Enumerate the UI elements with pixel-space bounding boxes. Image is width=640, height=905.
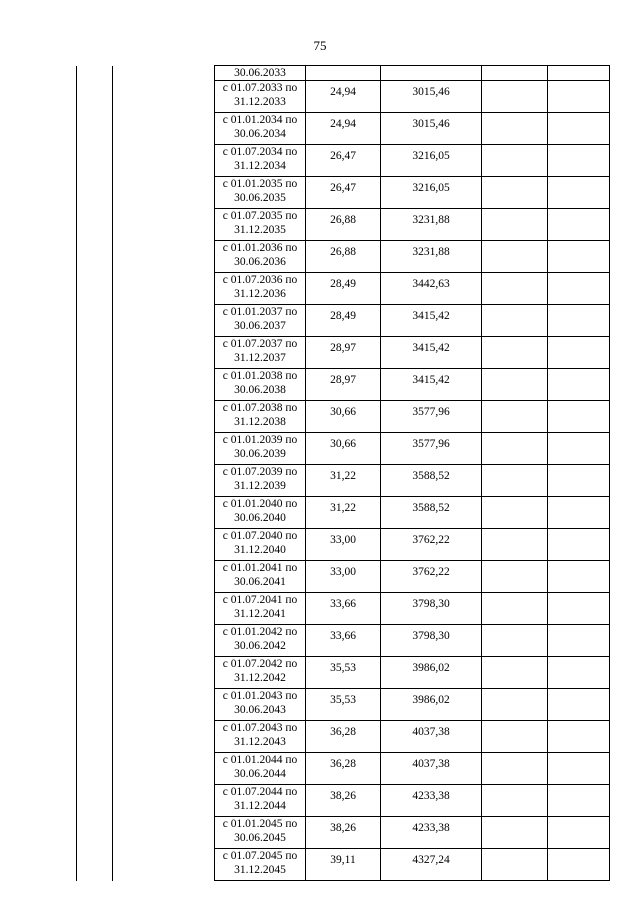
extra-cell-2 — [548, 305, 610, 337]
period-start: с 01.01.2043 по — [222, 690, 298, 702]
extra-cell-1 — [482, 433, 548, 465]
rate-value: 38,26 — [330, 790, 356, 802]
period-cell — [215, 433, 306, 465]
value-cell — [381, 753, 482, 785]
blank-cell-1 — [77, 66, 113, 881]
rate-cell — [306, 689, 381, 721]
rate-value: 39,11 — [330, 854, 356, 866]
value-cell — [381, 81, 482, 113]
amount-value: 3588,52 — [412, 470, 450, 482]
extra-cell-1 — [482, 625, 548, 657]
rate-value: 24,94 — [330, 86, 356, 98]
period-start: с 01.01.2035 по — [222, 178, 298, 190]
period-end: 31.12.2038 — [234, 416, 286, 428]
rate-value: 26,88 — [330, 214, 356, 226]
extra-cell-1 — [482, 81, 548, 113]
rate-cell — [306, 433, 381, 465]
period-start: с 01.07.2034 по — [222, 146, 298, 158]
rate-cell — [306, 241, 381, 273]
period-end: 30.06.2045 — [234, 832, 286, 844]
period-start: с 01.01.2044 по — [222, 754, 298, 766]
period-cell — [215, 849, 306, 881]
period-end: 31.12.2045 — [234, 864, 286, 876]
period-end: 31.12.2042 — [234, 672, 286, 684]
period-cell — [215, 721, 306, 753]
amount-value: 3216,05 — [412, 182, 450, 194]
rate-cell — [306, 401, 381, 433]
period-end: 30.06.2038 — [234, 384, 286, 396]
value-cell — [381, 529, 482, 561]
period-end: 30.06.2033 — [234, 67, 286, 79]
period-cell — [215, 401, 306, 433]
amount-value: 3415,42 — [412, 310, 450, 322]
period-cell — [215, 561, 306, 593]
extra-cell-2 — [548, 113, 610, 145]
rate-cell — [306, 369, 381, 401]
period-cell — [215, 66, 306, 81]
rate-cell — [306, 497, 381, 529]
period-start: с 01.07.2037 по — [222, 338, 298, 350]
value-cell — [381, 497, 482, 529]
table-row — [77, 66, 610, 81]
period-end: 31.12.2037 — [234, 352, 286, 364]
value-cell — [381, 241, 482, 273]
period-start: с 01.01.2041 по — [222, 562, 298, 574]
amount-value: 3216,05 — [412, 150, 450, 162]
period-cell — [215, 529, 306, 561]
extra-cell-2 — [548, 657, 610, 689]
value-cell — [381, 593, 482, 625]
value-cell — [381, 113, 482, 145]
amount-value: 4233,38 — [412, 822, 450, 834]
value-cell — [381, 305, 482, 337]
period-start: с 01.01.2039 по — [222, 434, 298, 446]
period-end: 30.06.2042 — [234, 640, 286, 652]
extra-cell-2 — [548, 66, 610, 81]
amount-value: 3577,96 — [412, 438, 450, 450]
period-end: 31.12.2036 — [234, 288, 286, 300]
period-end: 31.12.2035 — [234, 224, 286, 236]
period-cell — [215, 177, 306, 209]
rate-value: 35,53 — [330, 694, 356, 706]
amount-value: 4233,38 — [412, 790, 450, 802]
extra-cell-2 — [548, 817, 610, 849]
period-start: с 01.07.2040 по — [222, 530, 298, 542]
period-start: с 01.07.2044 по — [222, 786, 298, 798]
period-cell — [215, 305, 306, 337]
extra-cell-1 — [482, 145, 548, 177]
extra-cell-1 — [482, 401, 548, 433]
extra-cell-1 — [482, 305, 548, 337]
value-cell — [381, 433, 482, 465]
period-end: 30.06.2036 — [234, 256, 286, 268]
rate-value: 33,00 — [330, 566, 356, 578]
value-cell — [381, 66, 482, 81]
rate-cell — [306, 593, 381, 625]
period-cell — [215, 273, 306, 305]
rate-value: 26,88 — [330, 246, 356, 258]
rate-value: 26,47 — [330, 182, 356, 194]
period-end: 31.12.2039 — [234, 480, 286, 492]
period-start: с 01.01.2036 по — [222, 242, 298, 254]
extra-cell-1 — [482, 785, 548, 817]
period-end: 31.12.2034 — [234, 160, 286, 172]
period-cell — [215, 81, 306, 113]
rate-value: 35,53 — [330, 662, 356, 674]
value-cell — [381, 817, 482, 849]
amount-value: 3015,46 — [412, 86, 450, 98]
period-cell — [215, 817, 306, 849]
extra-cell-2 — [548, 209, 610, 241]
rate-cell — [306, 145, 381, 177]
rate-cell — [306, 273, 381, 305]
extra-cell-1 — [482, 369, 548, 401]
rate-cell — [306, 209, 381, 241]
extra-cell-1 — [482, 593, 548, 625]
rate-cell — [306, 849, 381, 881]
extra-cell-1 — [482, 177, 548, 209]
period-start: с 01.07.2045 по — [222, 850, 298, 862]
blank-cell-2 — [113, 66, 215, 881]
period-cell — [215, 337, 306, 369]
period-end: 30.06.2039 — [234, 448, 286, 460]
rate-value: 31,22 — [330, 502, 356, 514]
rate-value: 24,94 — [330, 118, 356, 130]
page-number: 75 — [313, 38, 327, 53]
value-cell — [381, 273, 482, 305]
period-cell — [215, 753, 306, 785]
period-start: с 01.01.2045 по — [222, 818, 298, 830]
amount-value: 3442,63 — [412, 278, 450, 290]
rate-value: 26,47 — [330, 150, 356, 162]
value-cell — [381, 849, 482, 881]
rate-cell — [306, 785, 381, 817]
extra-cell-2 — [548, 753, 610, 785]
rate-value: 33,00 — [330, 534, 356, 546]
extra-cell-2 — [548, 785, 610, 817]
period-end: 30.06.2037 — [234, 320, 286, 332]
extra-cell-2 — [548, 721, 610, 753]
period-start: с 01.07.2038 по — [222, 402, 298, 414]
amount-value: 3588,52 — [412, 502, 450, 514]
rate-cell — [306, 817, 381, 849]
period-cell — [215, 497, 306, 529]
extra-cell-1 — [482, 849, 548, 881]
value-cell — [381, 465, 482, 497]
extra-cell-2 — [548, 401, 610, 433]
period-start: с 01.01.2034 по — [222, 114, 298, 126]
rate-value: 28,97 — [330, 374, 356, 386]
amount-value: 3015,46 — [412, 118, 450, 130]
extra-cell-1 — [482, 529, 548, 561]
amount-value: 4327,24 — [412, 854, 450, 866]
value-cell — [381, 369, 482, 401]
amount-value: 3762,22 — [412, 566, 450, 578]
period-end: 31.12.2044 — [234, 800, 286, 812]
rate-cell — [306, 753, 381, 785]
rate-value: 33,66 — [330, 630, 356, 642]
amount-value: 3231,88 — [412, 214, 450, 226]
rate-value: 36,28 — [330, 758, 356, 770]
rate-cell — [306, 721, 381, 753]
extra-cell-2 — [548, 433, 610, 465]
extra-cell-2 — [548, 689, 610, 721]
amount-value: 3986,02 — [412, 662, 450, 674]
value-cell — [381, 145, 482, 177]
rate-value: 38,26 — [330, 822, 356, 834]
extra-cell-1 — [482, 209, 548, 241]
rate-cell — [306, 465, 381, 497]
rate-cell — [306, 81, 381, 113]
period-cell — [215, 145, 306, 177]
rate-value: 28,49 — [330, 278, 356, 290]
extra-cell-2 — [548, 849, 610, 881]
period-cell — [215, 625, 306, 657]
value-cell — [381, 721, 482, 753]
rate-value: 30,66 — [330, 438, 356, 450]
extra-cell-1 — [482, 689, 548, 721]
extra-cell-1 — [482, 113, 548, 145]
period-cell — [215, 369, 306, 401]
extra-cell-1 — [482, 753, 548, 785]
rate-value: 28,97 — [330, 342, 356, 354]
amount-value: 4037,38 — [412, 758, 450, 770]
extra-cell-2 — [548, 561, 610, 593]
period-cell — [215, 241, 306, 273]
period-cell — [215, 689, 306, 721]
period-end: 31.12.2043 — [234, 736, 286, 748]
value-cell — [381, 401, 482, 433]
period-cell — [215, 465, 306, 497]
extra-cell-1 — [482, 497, 548, 529]
extra-cell-2 — [548, 497, 610, 529]
value-cell — [381, 177, 482, 209]
extra-cell-1 — [482, 241, 548, 273]
extra-cell-1 — [482, 66, 548, 81]
period-start: с 01.01.2040 по — [222, 498, 298, 510]
period-end: 31.12.2041 — [234, 608, 286, 620]
rate-cell — [306, 113, 381, 145]
period-cell — [215, 657, 306, 689]
extra-cell-2 — [548, 529, 610, 561]
period-end: 30.06.2041 — [234, 576, 286, 588]
period-start: с 01.07.2043 по — [222, 722, 298, 734]
extra-cell-2 — [548, 625, 610, 657]
value-cell — [381, 657, 482, 689]
rate-cell — [306, 337, 381, 369]
rate-value: 30,66 — [330, 406, 356, 418]
period-start: с 01.07.2039 по — [222, 466, 298, 478]
extra-cell-1 — [482, 465, 548, 497]
value-cell — [381, 689, 482, 721]
rate-cell — [306, 529, 381, 561]
extra-cell-2 — [548, 593, 610, 625]
period-cell — [215, 593, 306, 625]
extra-cell-1 — [482, 657, 548, 689]
extra-cell-2 — [548, 177, 610, 209]
amount-value: 3577,96 — [412, 406, 450, 418]
period-cell — [215, 785, 306, 817]
extra-cell-1 — [482, 817, 548, 849]
amount-value: 3762,22 — [412, 534, 450, 546]
period-start: с 01.01.2042 по — [222, 626, 298, 638]
extra-cell-1 — [482, 337, 548, 369]
amount-value: 3231,88 — [412, 246, 450, 258]
period-start: с 01.07.2036 по — [222, 274, 298, 286]
extra-cell-1 — [482, 561, 548, 593]
period-cell — [215, 209, 306, 241]
amount-value: 3798,30 — [412, 630, 450, 642]
period-end: 30.06.2040 — [234, 512, 286, 524]
period-start: с 01.01.2037 по — [222, 306, 298, 318]
value-cell — [381, 561, 482, 593]
extra-cell-2 — [548, 145, 610, 177]
rate-value: 33,66 — [330, 598, 356, 610]
extra-cell-1 — [482, 721, 548, 753]
value-cell — [381, 625, 482, 657]
rate-cell — [306, 66, 381, 81]
rate-cell — [306, 625, 381, 657]
extra-cell-2 — [548, 337, 610, 369]
extra-cell-2 — [548, 369, 610, 401]
value-cell — [381, 337, 482, 369]
rate-cell — [306, 177, 381, 209]
period-start: с 01.07.2033 по — [222, 82, 298, 94]
value-cell — [381, 209, 482, 241]
period-start: с 01.07.2042 по — [222, 658, 298, 670]
amount-value: 4037,38 — [412, 726, 450, 738]
period-start: с 01.07.2041 по — [222, 594, 298, 606]
rate-value: 28,49 — [330, 310, 356, 322]
extra-cell-2 — [548, 241, 610, 273]
rate-cell — [306, 657, 381, 689]
period-end: 30.06.2043 — [234, 704, 286, 716]
amount-value: 3986,02 — [412, 694, 450, 706]
rate-cell — [306, 561, 381, 593]
period-end: 30.06.2035 — [234, 192, 286, 204]
value-cell — [381, 785, 482, 817]
rate-value: 31,22 — [330, 470, 356, 482]
amount-value: 3415,42 — [412, 374, 450, 386]
tariff-table — [76, 65, 610, 881]
rate-value: 36,28 — [330, 726, 356, 738]
period-end: 30.06.2044 — [234, 768, 286, 780]
rate-cell — [306, 305, 381, 337]
period-end: 31.12.2033 — [234, 96, 286, 108]
extra-cell-2 — [548, 273, 610, 305]
amount-value: 3798,30 — [412, 598, 450, 610]
period-start: с 01.07.2035 по — [222, 210, 298, 222]
extra-cell-1 — [482, 273, 548, 305]
period-cell — [215, 113, 306, 145]
period-end: 31.12.2040 — [234, 544, 286, 556]
amount-value: 3415,42 — [412, 342, 450, 354]
period-start: с 01.01.2038 по — [222, 370, 298, 382]
extra-cell-2 — [548, 465, 610, 497]
extra-cell-2 — [548, 81, 610, 113]
period-end: 30.06.2034 — [234, 128, 286, 140]
